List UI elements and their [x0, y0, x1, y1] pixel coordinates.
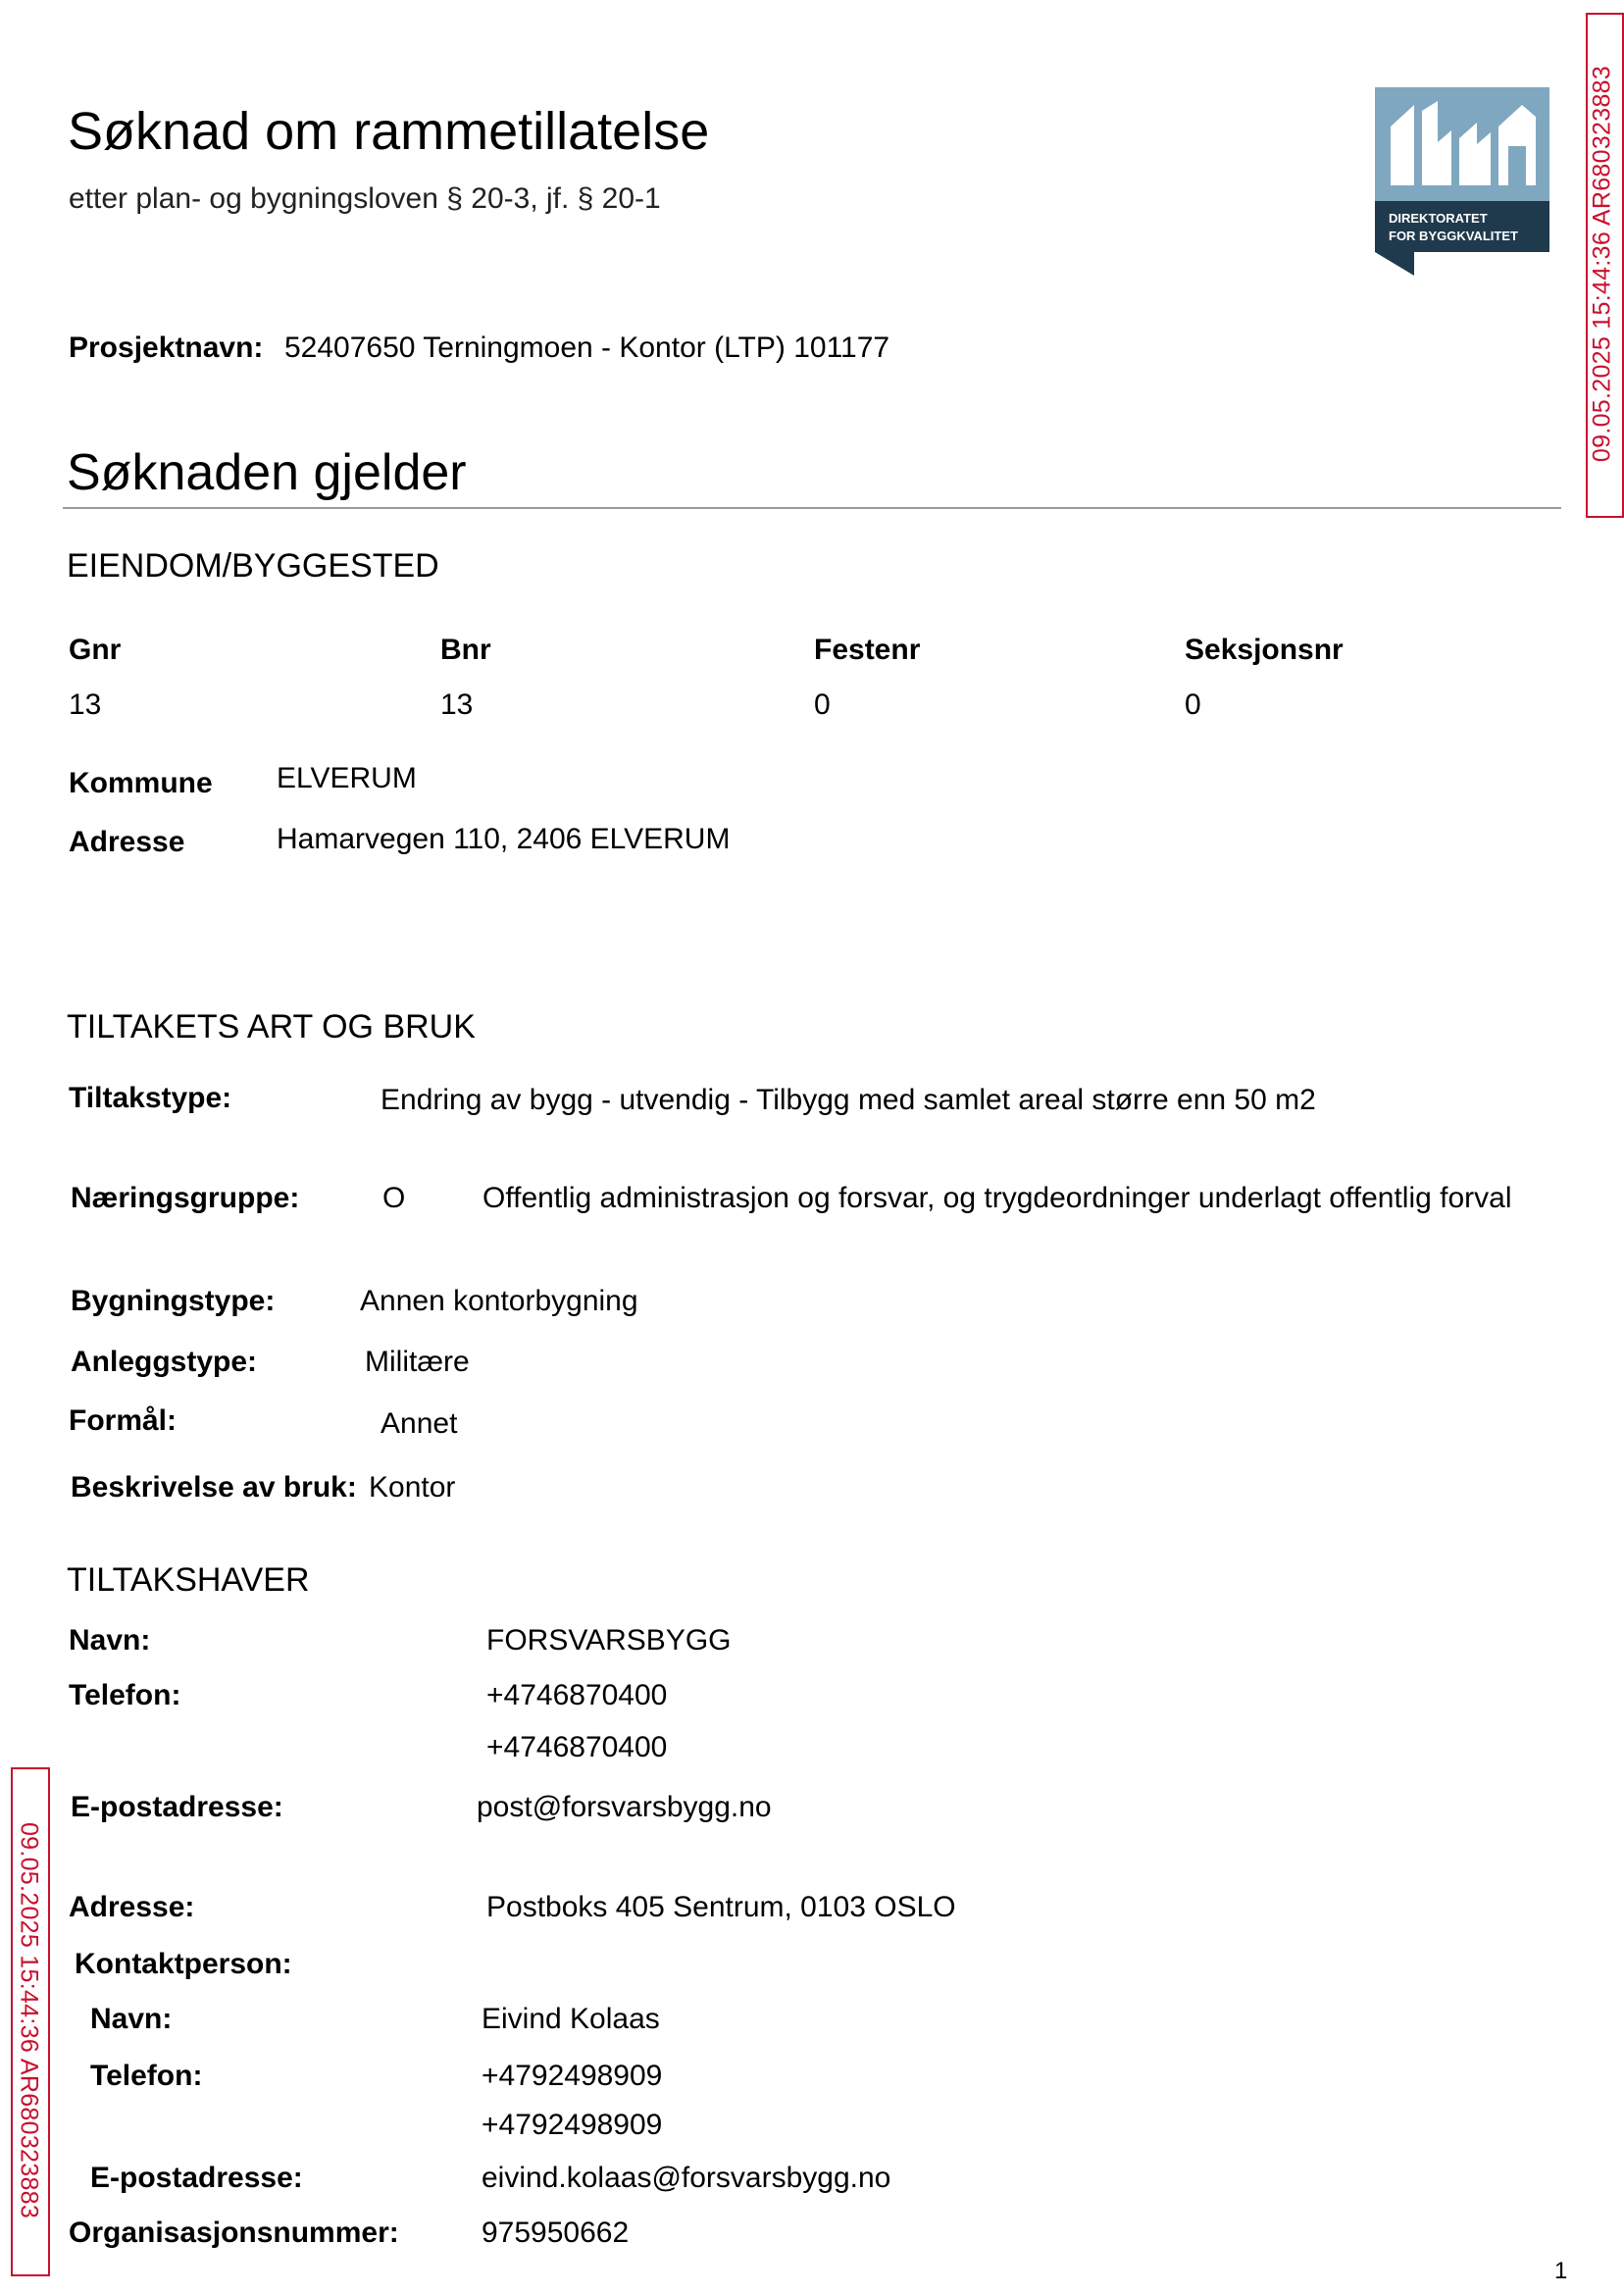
stamp-text-top: 09.05.2025 15:44:36 AR680323883 — [1588, 65, 1616, 463]
section-title: Søknaden gjelder — [67, 444, 467, 501]
bnr-label: Bnr — [440, 634, 491, 666]
dibk-logo-icon — [1375, 87, 1549, 276]
bnr-value: 13 — [440, 688, 474, 721]
gnr-label: Gnr — [69, 634, 122, 666]
tiltakstype-value: Endring av bygg - utvendig - Tilbygg med samlet areal større enn 50 m2 — [381, 1084, 1316, 1116]
tiltakshaver-adresse-value: Postboks 405 Sentrum, 0103 OSLO — [486, 1891, 956, 1923]
formaal-value: Annet — [381, 1407, 458, 1440]
navn-value: FORSVARSBYGG — [486, 1624, 732, 1657]
dibk-logo — [1375, 87, 1549, 276]
kontakt-navn-label: Navn: — [90, 2003, 173, 2035]
kontakt-telefon-label: Telefon: — [90, 2060, 203, 2092]
logo-text-line2: FOR BYGGKVALITET — [1389, 229, 1518, 243]
beskrivelse-label: Beskrivelse av bruk: — [71, 1471, 357, 1504]
seksjonsnr-label: Seksjonsnr — [1185, 634, 1344, 666]
kontakt-telefon-value-2: +4792498909 — [482, 2109, 663, 2141]
stamp-text-bottom: 09.05.2025 15:44:36 AR680323883 — [15, 1821, 43, 2219]
kontakt-telefon-value-1: +4792498909 — [482, 2060, 663, 2092]
tiltak-heading: TILTAKETS ART OG BRUK — [67, 1008, 476, 1045]
navn-label: Navn: — [69, 1624, 151, 1657]
bygningstype-value: Annen kontorbygning — [360, 1285, 638, 1317]
naeringsgruppe-value: Offentlig administrasjon og forsvar, og trygdeordninger underlagt offentlig forval — [482, 1182, 1512, 1214]
orgnr-value: 975950662 — [482, 2217, 630, 2249]
orgnr-label: Organisasjonsnummer: — [69, 2217, 399, 2249]
adresse-label: Adresse — [69, 826, 185, 858]
project-label: Prosjektnavn: — [69, 331, 264, 364]
section-divider — [63, 507, 1561, 509]
seksjonsnr-value: 0 — [1185, 688, 1201, 721]
bygningstype-label: Bygningstype: — [71, 1285, 276, 1317]
tiltakstype-label: Tiltakstype: — [69, 1082, 232, 1114]
project-value: 52407650 Terningmoen - Kontor (LTP) 101177 — [284, 331, 890, 364]
formaal-label: Formål: — [69, 1404, 178, 1437]
kontakt-epost-value: eivind.kolaas@forsvarsbygg.no — [482, 2162, 891, 2194]
beskrivelse-value: Kontor — [369, 1471, 456, 1504]
festenr-value: 0 — [814, 688, 831, 721]
kontakt-epost-label: E-postadresse: — [90, 2162, 303, 2194]
tiltakshaver-heading: TILTAKSHAVER — [67, 1561, 310, 1599]
tiltakshaver-adresse-label: Adresse: — [69, 1891, 195, 1923]
telefon-value-2: +4746870400 — [486, 1731, 668, 1763]
kontaktperson-label: Kontaktperson: — [75, 1948, 292, 1980]
epost-value: post@forsvarsbygg.no — [477, 1791, 772, 1823]
page-title: Søknad om rammetillatelse — [68, 102, 710, 161]
adresse-value: Hamarvegen 110, 2406 ELVERUM — [277, 823, 731, 855]
page-number: 1 — [1554, 2258, 1568, 2284]
page-subtitle: etter plan- og bygningsloven § 20-3, jf. § 20-1 — [69, 182, 661, 215]
festenr-label: Festenr — [814, 634, 921, 666]
eiendom-heading: EIENDOM/BYGGESTED — [67, 547, 439, 585]
naeringsgruppe-code: O — [382, 1182, 406, 1214]
kommune-value: ELVERUM — [277, 762, 417, 794]
naeringsgruppe-label: Næringsgruppe: — [71, 1182, 300, 1214]
gnr-value: 13 — [69, 688, 102, 721]
epost-label: E-postadresse: — [71, 1791, 283, 1823]
telefon-value-1: +4746870400 — [486, 1679, 668, 1711]
logo-text-line1: DIREKTORATET — [1389, 211, 1488, 226]
kontakt-navn-value: Eivind Kolaas — [482, 2003, 660, 2035]
anleggstype-value: Militære — [365, 1346, 470, 1378]
kommune-label: Kommune — [69, 767, 213, 799]
anleggstype-label: Anleggstype: — [71, 1346, 258, 1378]
telefon-label: Telefon: — [69, 1679, 181, 1711]
